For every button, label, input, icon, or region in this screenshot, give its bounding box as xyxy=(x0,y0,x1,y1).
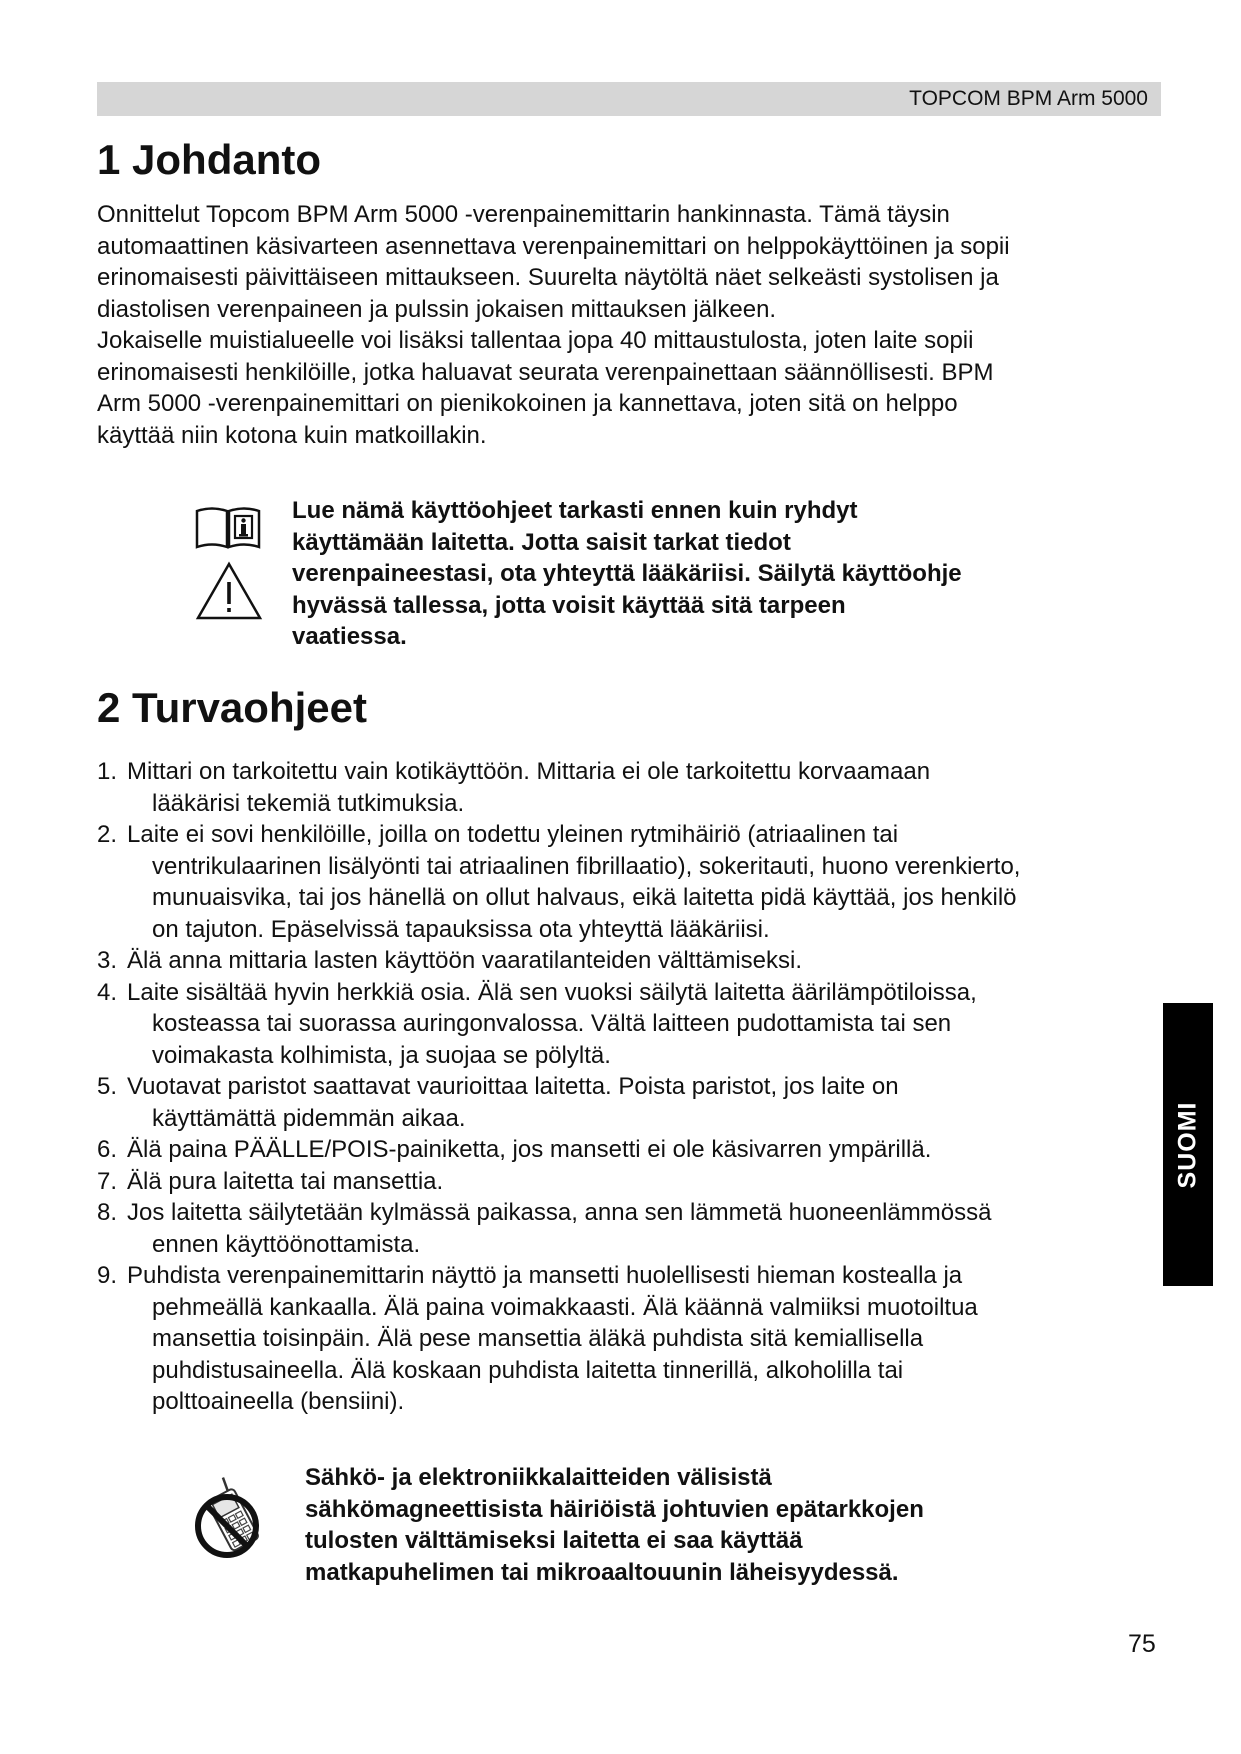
list-item xyxy=(97,945,1177,977)
notice-line: käyttämään laitetta. Jotta saisit tarkat tiedot xyxy=(292,528,791,556)
list-item-line: Mittari on tarkoitettu vain kotikäyttöön. Mittaria ei ole tarkoitettu korvaamaan xyxy=(127,758,931,785)
list-item xyxy=(97,819,1177,945)
body-line: käyttää niin kotona kuin matkoillakin. xyxy=(97,421,487,449)
language-tab-label: SUOMI xyxy=(1173,1101,1202,1188)
notice-line: Sähkö- ja elektroniikkalaitteiden välisistä xyxy=(305,1464,772,1491)
no-mobile-phone-icon xyxy=(183,1474,283,1566)
manual-book-icon xyxy=(194,505,262,551)
list-item-number: 1. xyxy=(97,758,118,785)
list-item-line: Älä paina PÄÄLLE/POIS-painiketta, jos mansetti ei ole käsivarren ympärillä. xyxy=(127,1136,932,1163)
body-line: erinomaisesti henkilöille, jotka haluavat seurata verenpainettaan säännöllisesti. BPM xyxy=(97,358,994,386)
body-line: erinomaisesti päivittäiseen mittaukseen. Suurelta näytöltä näet selkeästi systolisen ja xyxy=(97,264,999,291)
list-item-number: 4. xyxy=(97,978,118,1006)
page-number: 75 xyxy=(1128,1630,1156,1658)
list-item-number: 9. xyxy=(97,1262,118,1289)
body-line: Arm 5000 -verenpainemittari on pienikokoinen ja kannettava, joten sitä on helppo xyxy=(97,390,958,417)
list-item-line: Jos laitetta säilytetään kylmässä paikassa, anna sen lämmetä huoneenlämmössä xyxy=(127,1199,992,1226)
interference-notice xyxy=(305,1462,924,1588)
list-item xyxy=(97,1197,1177,1260)
notice-line: tulosten välttämiseksi laitetta ei saa käyttää xyxy=(305,1527,803,1554)
list-item-number: 2. xyxy=(97,821,118,848)
list-item-line: kosteassa tai suorassa auringonvalossa. Vältä laitteen pudottamista tai sen xyxy=(152,1010,952,1037)
list-item-line: pehmeällä kankaalla. Älä paina voimakkaasti. Älä käännä valmiiksi muotoiltua xyxy=(152,1293,978,1321)
list-item xyxy=(97,977,1177,1072)
list-item-number: 7. xyxy=(97,1167,118,1195)
notice-line: verenpaineestasi, ota yhteyttä lääkäriisi. Säilytä käyttöohje xyxy=(292,560,962,587)
page-header xyxy=(97,82,1161,116)
list-item-line: mansettia toisinpäin. Älä pese mansettia äläkä puhdista sitä kemiallisella xyxy=(152,1325,924,1352)
list-item-number: 5. xyxy=(97,1073,118,1100)
list-item-line: munuaisvika, tai jos hänellä on ollut halvaus, eikä laitetta pidä käyttää, jos henkilö xyxy=(152,884,1017,911)
list-item-line: Vuotavat paristot saattavat vaurioittaa laitetta. Poista paristot, jos laite on xyxy=(127,1073,899,1100)
notice-line: matkapuhelimen tai mikroaaltouunin läheisyydessä. xyxy=(305,1558,899,1586)
notice-line: hyvässä tallessa, jotta voisit käyttää sitä tarpeen xyxy=(292,591,846,619)
body-line: diastolisen verenpaineen ja pulssin jokaisen mittauksen jälkeen. xyxy=(97,295,777,323)
list-item-line: polttoaineella (bensiini). xyxy=(152,1388,405,1415)
notice-line: Lue nämä käyttöohjeet tarkasti ennen kuin ryhdyt xyxy=(292,497,858,524)
list-item-line: käyttämättä pidemmän aikaa. xyxy=(152,1104,466,1132)
body-line: automaattinen käsivarteen asennettava verenpainemittari on helppokäyttöinen ja sopii xyxy=(97,232,1010,260)
language-side-tab xyxy=(1163,1003,1213,1286)
notice-line: sähkömagneettisista häiriöistä johtuvien epätarkkojen xyxy=(305,1495,924,1523)
list-item-line: Puhdista verenpainemittarin näyttö ja mansetti huolellisesti hieman kostealla ja xyxy=(127,1262,963,1289)
list-item-line: ennen käyttöönottamista. xyxy=(152,1230,421,1258)
list-item-line: voimakasta kolhimista, ja suojaa se pölyltä. xyxy=(152,1041,611,1069)
list-item-line: lääkärisi tekemiä tutkimuksia. xyxy=(152,789,465,817)
list-item-line: Laite sisältää hyvin herkkiä osia. Älä sen vuoksi säilytä laitetta äärilämpötiloissa, xyxy=(127,978,977,1006)
body-line: Onnittelut Topcom BPM Arm 5000 -verenpainemittarin hankinnasta. Tämä täysin xyxy=(97,201,950,228)
list-item-line: ventrikulaarinen lisälyönti tai atriaalinen fibrillaatio), sokeritauti, huono verenkierto, xyxy=(152,852,1021,880)
body-line: Jokaiselle muistialueelle voi lisäksi tallentaa jopa 40 mittaustulosta, joten laite sopii xyxy=(97,327,974,354)
list-item xyxy=(97,1134,1177,1166)
list-item-number: 3. xyxy=(97,947,118,974)
section-2-title: 2 Turvaohjeet xyxy=(97,684,367,731)
list-item-line: Älä pura laitetta tai mansettia. xyxy=(127,1167,444,1195)
list-item-number: 6. xyxy=(97,1136,118,1163)
list-item-number: 8. xyxy=(97,1199,118,1226)
warning-triangle-icon xyxy=(194,560,264,622)
header-product-name: TOPCOM BPM Arm 5000 xyxy=(909,87,1148,110)
safety-instructions-list xyxy=(97,756,1177,1418)
section-1-body xyxy=(97,199,1177,451)
list-item xyxy=(97,1166,1177,1198)
list-item-line: puhdistusaineella. Älä koskaan puhdista laitetta tinnerillä, alkoholilla tai xyxy=(152,1356,904,1384)
list-item xyxy=(97,1260,1177,1418)
list-item-line: Älä anna mittaria lasten käyttöön vaaratilanteiden välttämiseksi. xyxy=(127,947,803,974)
list-item-line: on tajuton. Epäselvissä tapauksissa ota yhteyttä lääkäriisi. xyxy=(152,915,770,943)
instructions-notice xyxy=(292,495,962,653)
notice-line: vaatiessa. xyxy=(292,623,407,650)
list-item xyxy=(97,1071,1177,1134)
list-item-line: Laite ei sovi henkilöille, joilla on todettu yleinen rytmihäiriö (atriaalinen tai xyxy=(127,821,899,848)
list-item xyxy=(97,756,1177,819)
section-1-title: 1 Johdanto xyxy=(97,136,322,183)
